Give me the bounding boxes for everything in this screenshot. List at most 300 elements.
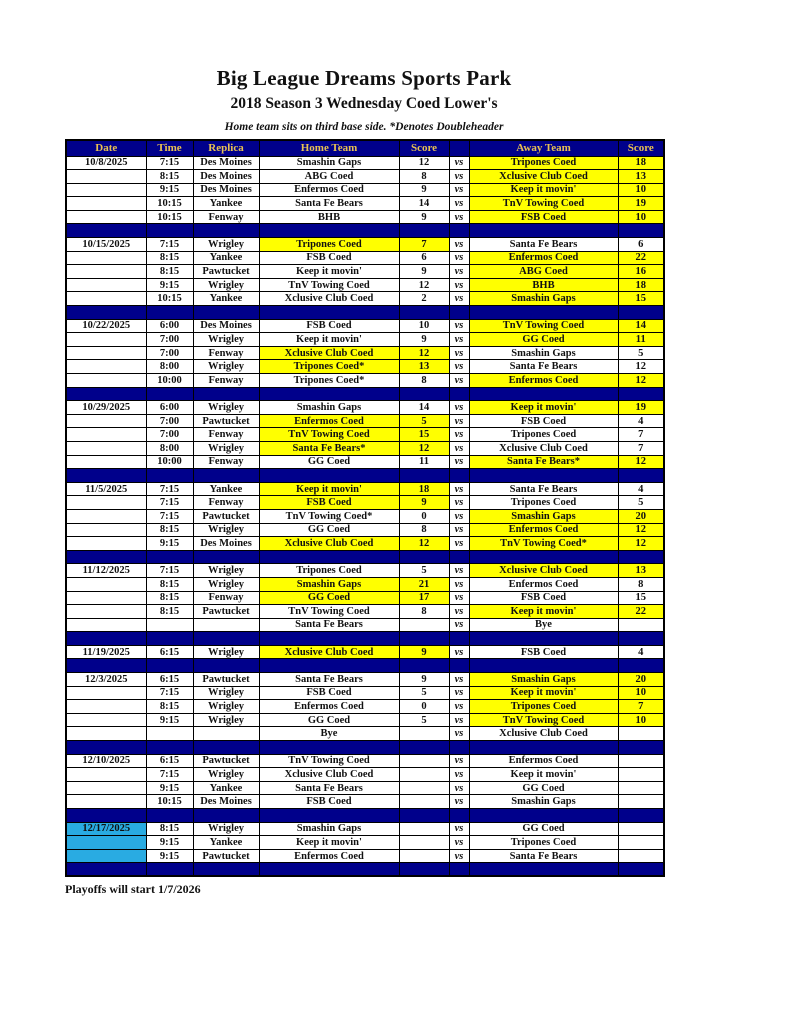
time-cell: 6:00 <box>146 319 193 333</box>
home-team-cell: Santa Fe Bears <box>259 673 399 687</box>
home-score-cell: 12 <box>399 537 449 551</box>
date-cell: 10/29/2025 <box>66 401 146 415</box>
time-cell: 9:15 <box>146 836 193 850</box>
vs-cell: vs <box>449 156 469 170</box>
time-cell: 7:00 <box>146 428 193 442</box>
vs-cell: vs <box>449 618 469 632</box>
home-score-cell: 8 <box>399 605 449 619</box>
away-team-cell: Enfermos Coed <box>469 754 618 768</box>
separator-cell <box>399 741 449 755</box>
vs-cell: vs <box>449 210 469 224</box>
home-team-cell: Keep it movin' <box>259 333 399 347</box>
separator-cell <box>66 224 146 238</box>
time-cell: 7:15 <box>146 768 193 782</box>
replica-cell: Fenway <box>193 374 259 388</box>
home-score-cell: 9 <box>399 645 449 659</box>
separator-cell <box>618 306 664 320</box>
home-team-cell: TnV Towing Coed <box>259 605 399 619</box>
home-score-cell: 10 <box>399 319 449 333</box>
time-cell: 7:15 <box>146 496 193 510</box>
vs-cell: vs <box>449 523 469 537</box>
vs-cell: vs <box>449 401 469 415</box>
separator-cell <box>193 809 259 823</box>
vs-cell: vs <box>449 795 469 809</box>
time-cell: 7:00 <box>146 346 193 360</box>
separator-cell <box>193 863 259 877</box>
date-cell <box>66 278 146 292</box>
vs-cell: vs <box>449 251 469 265</box>
home-score-cell: 17 <box>399 591 449 605</box>
time-cell: 7:15 <box>146 509 193 523</box>
away-score-cell <box>618 795 664 809</box>
time-cell: 9:15 <box>146 537 193 551</box>
separator-cell <box>399 469 449 483</box>
separator-cell <box>399 387 449 401</box>
date-cell: 11/5/2025 <box>66 482 146 496</box>
vs-cell: vs <box>449 441 469 455</box>
time-cell: 6:15 <box>146 673 193 687</box>
page-title: Big League Dreams Sports Park <box>216 66 512 90</box>
separator-cell <box>449 632 469 646</box>
time-cell: 7:15 <box>146 156 193 170</box>
away-team-cell: Xclusive Club Coed <box>469 564 618 578</box>
home-score-cell <box>399 754 449 768</box>
away-team-cell: GG Coed <box>469 333 618 347</box>
away-score-cell: 4 <box>618 482 664 496</box>
home-score-cell <box>399 795 449 809</box>
date-cell <box>66 360 146 374</box>
home-score-cell: 8 <box>399 374 449 388</box>
home-team-cell: Enfermos Coed <box>259 414 399 428</box>
away-score-cell: 22 <box>618 251 664 265</box>
vs-cell: vs <box>449 197 469 211</box>
replica-cell: Wrigley <box>193 278 259 292</box>
home-score-cell: 5 <box>399 686 449 700</box>
home-team-cell: TnV Towing Coed <box>259 278 399 292</box>
date-cell <box>66 441 146 455</box>
game-row <box>66 183 664 197</box>
home-team-cell: Keep it movin' <box>259 482 399 496</box>
away-team-cell: Tripones Coed <box>469 496 618 510</box>
vs-cell: vs <box>449 319 469 333</box>
vs-cell: vs <box>449 713 469 727</box>
game-row <box>66 292 664 306</box>
separator-cell <box>399 809 449 823</box>
away-score-cell: 7 <box>618 441 664 455</box>
away-team-cell: FSB Coed <box>469 414 618 428</box>
separator-cell <box>146 387 193 401</box>
home-team-cell: FSB Coed <box>259 795 399 809</box>
game-row <box>66 577 664 591</box>
game-row <box>66 509 664 523</box>
separator-cell <box>146 224 193 238</box>
vs-cell: vs <box>449 265 469 279</box>
home-score-cell: 8 <box>399 170 449 184</box>
time-cell: 7:15 <box>146 482 193 496</box>
away-team-cell: Xclusive Club Coed <box>469 170 618 184</box>
replica-cell: Fenway <box>193 455 259 469</box>
separator-cell <box>193 224 259 238</box>
date-cell: 11/12/2025 <box>66 564 146 578</box>
separator-cell <box>259 306 399 320</box>
home-score-cell: 12 <box>399 441 449 455</box>
away-score-cell: 10 <box>618 210 664 224</box>
away-team-cell: Enfermos Coed <box>469 523 618 537</box>
date-cell <box>66 346 146 360</box>
away-score-cell <box>618 768 664 782</box>
time-cell: 10:15 <box>146 292 193 306</box>
vs-cell: vs <box>449 374 469 388</box>
game-row <box>66 360 664 374</box>
time-cell: 8:15 <box>146 577 193 591</box>
date-cell <box>66 768 146 782</box>
date-cell: 10/22/2025 <box>66 319 146 333</box>
game-row <box>66 700 664 714</box>
separator-cell <box>146 469 193 483</box>
date-cell <box>66 591 146 605</box>
away-team-cell: Keep it movin' <box>469 768 618 782</box>
date-cell <box>66 333 146 347</box>
separator-cell <box>66 863 146 877</box>
date-cell <box>66 509 146 523</box>
game-row <box>66 374 664 388</box>
separator-cell <box>146 659 193 673</box>
home-team-cell: GG Coed <box>259 523 399 537</box>
replica-cell: Des Moines <box>193 537 259 551</box>
away-score-cell: 12 <box>618 537 664 551</box>
separator-cell <box>618 550 664 564</box>
game-row <box>66 822 664 836</box>
home-score-cell: 0 <box>399 700 449 714</box>
date-cell <box>66 781 146 795</box>
separator-cell <box>618 809 664 823</box>
replica-cell: Pawtucket <box>193 414 259 428</box>
away-team-cell: FSB Coed <box>469 591 618 605</box>
separator-row <box>66 550 664 564</box>
replica-cell: Wrigley <box>193 577 259 591</box>
replica-cell: Yankee <box>193 251 259 265</box>
away-score-cell <box>618 849 664 863</box>
date-cell: 10/15/2025 <box>66 238 146 252</box>
game-row <box>66 238 664 252</box>
date-cell: 12/17/2025 <box>66 822 146 836</box>
page-header <box>65 0 663 133</box>
replica-cell: Pawtucket <box>193 509 259 523</box>
replica-cell: Wrigley <box>193 686 259 700</box>
time-cell <box>146 618 193 632</box>
game-row <box>66 156 664 170</box>
away-team-cell: FSB Coed <box>469 645 618 659</box>
game-row <box>66 401 664 415</box>
separator-cell <box>193 659 259 673</box>
home-team-cell: Tripones Coed* <box>259 374 399 388</box>
home-team-cell: Xclusive Club Coed <box>259 645 399 659</box>
home-team-cell: Smashin Gaps <box>259 156 399 170</box>
home-score-cell: 6 <box>399 251 449 265</box>
separator-cell <box>259 550 399 564</box>
away-score-cell: 5 <box>618 496 664 510</box>
separator-cell <box>399 632 449 646</box>
replica-cell: Wrigley <box>193 360 259 374</box>
game-row <box>66 795 664 809</box>
separator-cell <box>469 741 618 755</box>
vs-cell: vs <box>449 509 469 523</box>
home-score-cell <box>399 768 449 782</box>
away-score-cell: 19 <box>618 401 664 415</box>
vs-cell: vs <box>449 170 469 184</box>
separator-cell <box>66 550 146 564</box>
separator-cell <box>469 306 618 320</box>
away-score-cell: 7 <box>618 428 664 442</box>
replica-cell: Fenway <box>193 591 259 605</box>
separator-cell <box>618 863 664 877</box>
away-score-cell: 10 <box>618 713 664 727</box>
column-header-score: Score <box>399 140 449 156</box>
separator-cell <box>449 387 469 401</box>
date-cell: 11/19/2025 <box>66 645 146 659</box>
replica-cell <box>193 727 259 741</box>
date-cell <box>66 523 146 537</box>
date-cell: 12/10/2025 <box>66 754 146 768</box>
time-cell <box>146 727 193 741</box>
separator-row <box>66 387 664 401</box>
date-cell <box>66 700 146 714</box>
vs-cell: vs <box>449 727 469 741</box>
game-row <box>66 523 664 537</box>
home-score-cell <box>399 849 449 863</box>
home-team-cell: FSB Coed <box>259 496 399 510</box>
away-team-cell: Xclusive Club Coed <box>469 727 618 741</box>
separator-cell <box>469 809 618 823</box>
home-team-cell: FSB Coed <box>259 686 399 700</box>
home-team-cell: Bye <box>259 727 399 741</box>
separator-cell <box>449 550 469 564</box>
home-score-cell: 9 <box>399 673 449 687</box>
replica-cell: Fenway <box>193 428 259 442</box>
away-score-cell: 20 <box>618 509 664 523</box>
time-cell: 9:15 <box>146 278 193 292</box>
away-team-cell: Enfermos Coed <box>469 251 618 265</box>
time-cell: 7:15 <box>146 238 193 252</box>
date-cell <box>66 727 146 741</box>
away-score-cell: 10 <box>618 183 664 197</box>
home-team-cell: Xclusive Club Coed <box>259 346 399 360</box>
game-row <box>66 210 664 224</box>
vs-cell: vs <box>449 822 469 836</box>
separator-cell <box>193 741 259 755</box>
game-row <box>66 727 664 741</box>
separator-cell <box>618 632 664 646</box>
away-team-cell: BHB <box>469 278 618 292</box>
separator-cell <box>618 659 664 673</box>
vs-cell: vs <box>449 292 469 306</box>
time-cell: 8:15 <box>146 523 193 537</box>
separator-cell <box>66 306 146 320</box>
home-team-cell: TnV Towing Coed* <box>259 509 399 523</box>
away-score-cell: 15 <box>618 292 664 306</box>
date-cell <box>66 265 146 279</box>
away-team-cell: GG Coed <box>469 781 618 795</box>
away-score-cell: 4 <box>618 645 664 659</box>
time-cell: 8:15 <box>146 700 193 714</box>
separator-cell <box>193 469 259 483</box>
separator-cell <box>146 632 193 646</box>
time-cell: 8:00 <box>146 360 193 374</box>
separator-cell <box>469 550 618 564</box>
home-score-cell: 7 <box>399 238 449 252</box>
separator-cell <box>193 632 259 646</box>
separator-cell <box>618 224 664 238</box>
separator-row <box>66 224 664 238</box>
away-team-cell: Santa Fe Bears <box>469 360 618 374</box>
time-cell: 6:00 <box>146 401 193 415</box>
away-score-cell: 5 <box>618 346 664 360</box>
away-score-cell: 16 <box>618 265 664 279</box>
time-cell: 8:15 <box>146 591 193 605</box>
separator-cell <box>193 306 259 320</box>
time-cell: 8:15 <box>146 251 193 265</box>
date-cell <box>66 713 146 727</box>
game-row <box>66 441 664 455</box>
home-score-cell: 5 <box>399 713 449 727</box>
replica-cell <box>193 618 259 632</box>
home-score-cell: 9 <box>399 496 449 510</box>
home-score-cell <box>399 836 449 850</box>
away-team-cell: Keep it movin' <box>469 401 618 415</box>
vs-cell: vs <box>449 346 469 360</box>
home-team-cell: Enfermos Coed <box>259 700 399 714</box>
vs-cell: vs <box>449 360 469 374</box>
game-row <box>66 713 664 727</box>
separator-cell <box>449 659 469 673</box>
home-team-cell: Xclusive Club Coed <box>259 292 399 306</box>
separator-row <box>66 659 664 673</box>
away-team-cell: Bye <box>469 618 618 632</box>
separator-cell <box>146 809 193 823</box>
away-team-cell: Enfermos Coed <box>469 374 618 388</box>
home-score-cell: 12 <box>399 346 449 360</box>
home-team-cell: Smashin Gaps <box>259 822 399 836</box>
separator-cell <box>66 469 146 483</box>
time-cell: 9:15 <box>146 849 193 863</box>
game-row <box>66 482 664 496</box>
home-score-cell: 14 <box>399 197 449 211</box>
column-header-replica: Replica <box>193 140 259 156</box>
vs-cell: vs <box>449 564 469 578</box>
game-row <box>66 251 664 265</box>
vs-cell: vs <box>449 781 469 795</box>
separator-cell <box>469 659 618 673</box>
time-cell: 8:00 <box>146 441 193 455</box>
column-header-score: Score <box>618 140 664 156</box>
separator-row <box>66 306 664 320</box>
date-cell <box>66 197 146 211</box>
home-score-cell: 18 <box>399 482 449 496</box>
separator-cell <box>66 632 146 646</box>
away-team-cell: Santa Fe Bears <box>469 849 618 863</box>
separator-cell <box>259 387 399 401</box>
replica-cell: Wrigley <box>193 238 259 252</box>
vs-cell: vs <box>449 591 469 605</box>
separator-cell <box>66 741 146 755</box>
date-cell <box>66 537 146 551</box>
away-score-cell: 19 <box>618 197 664 211</box>
home-team-cell: Enfermos Coed <box>259 849 399 863</box>
date-cell <box>66 605 146 619</box>
game-row <box>66 754 664 768</box>
away-score-cell: 11 <box>618 333 664 347</box>
home-team-cell: GG Coed <box>259 591 399 605</box>
home-score-cell: 9 <box>399 333 449 347</box>
date-cell <box>66 849 146 863</box>
home-score-cell: 9 <box>399 183 449 197</box>
replica-cell: Fenway <box>193 346 259 360</box>
date-cell <box>66 455 146 469</box>
separator-cell <box>469 469 618 483</box>
home-score-cell <box>399 618 449 632</box>
home-team-cell: FSB Coed <box>259 319 399 333</box>
replica-cell: Wrigley <box>193 645 259 659</box>
replica-cell: Pawtucket <box>193 849 259 863</box>
vs-cell: vs <box>449 455 469 469</box>
replica-cell: Pawtucket <box>193 673 259 687</box>
game-row <box>66 197 664 211</box>
time-cell: 6:15 <box>146 754 193 768</box>
away-team-cell: Xclusive Club Coed <box>469 441 618 455</box>
home-score-cell: 12 <box>399 278 449 292</box>
away-score-cell: 8 <box>618 577 664 591</box>
home-team-cell: Smashin Gaps <box>259 577 399 591</box>
table-head <box>66 140 664 156</box>
vs-cell: vs <box>449 673 469 687</box>
separator-cell <box>618 387 664 401</box>
away-team-cell: Tripones Coed <box>469 156 618 170</box>
away-score-cell: 13 <box>618 170 664 184</box>
home-score-cell: 9 <box>399 265 449 279</box>
game-row <box>66 686 664 700</box>
time-cell: 8:15 <box>146 170 193 184</box>
vs-cell: vs <box>449 496 469 510</box>
away-team-cell: Santa Fe Bears* <box>469 455 618 469</box>
replica-cell: Yankee <box>193 482 259 496</box>
separator-row <box>66 741 664 755</box>
separator-cell <box>399 550 449 564</box>
separator-cell <box>146 306 193 320</box>
replica-cell: Fenway <box>193 210 259 224</box>
home-team-cell: Tripones Coed <box>259 238 399 252</box>
date-cell <box>66 795 146 809</box>
vs-cell: vs <box>449 333 469 347</box>
separator-cell <box>193 387 259 401</box>
replica-cell: Wrigley <box>193 441 259 455</box>
table-body <box>66 156 664 876</box>
away-score-cell: 22 <box>618 605 664 619</box>
replica-cell: Des Moines <box>193 319 259 333</box>
separator-cell <box>66 387 146 401</box>
replica-cell: Wrigley <box>193 333 259 347</box>
game-row <box>66 605 664 619</box>
separator-cell <box>449 741 469 755</box>
separator-cell <box>469 632 618 646</box>
game-row <box>66 346 664 360</box>
away-score-cell: 14 <box>618 319 664 333</box>
column-header-time: Time <box>146 140 193 156</box>
home-team-cell: Tripones Coed <box>259 564 399 578</box>
game-row <box>66 564 664 578</box>
away-team-cell: Santa Fe Bears <box>469 238 618 252</box>
away-score-cell: 18 <box>618 156 664 170</box>
away-team-cell: FSB Coed <box>469 210 618 224</box>
